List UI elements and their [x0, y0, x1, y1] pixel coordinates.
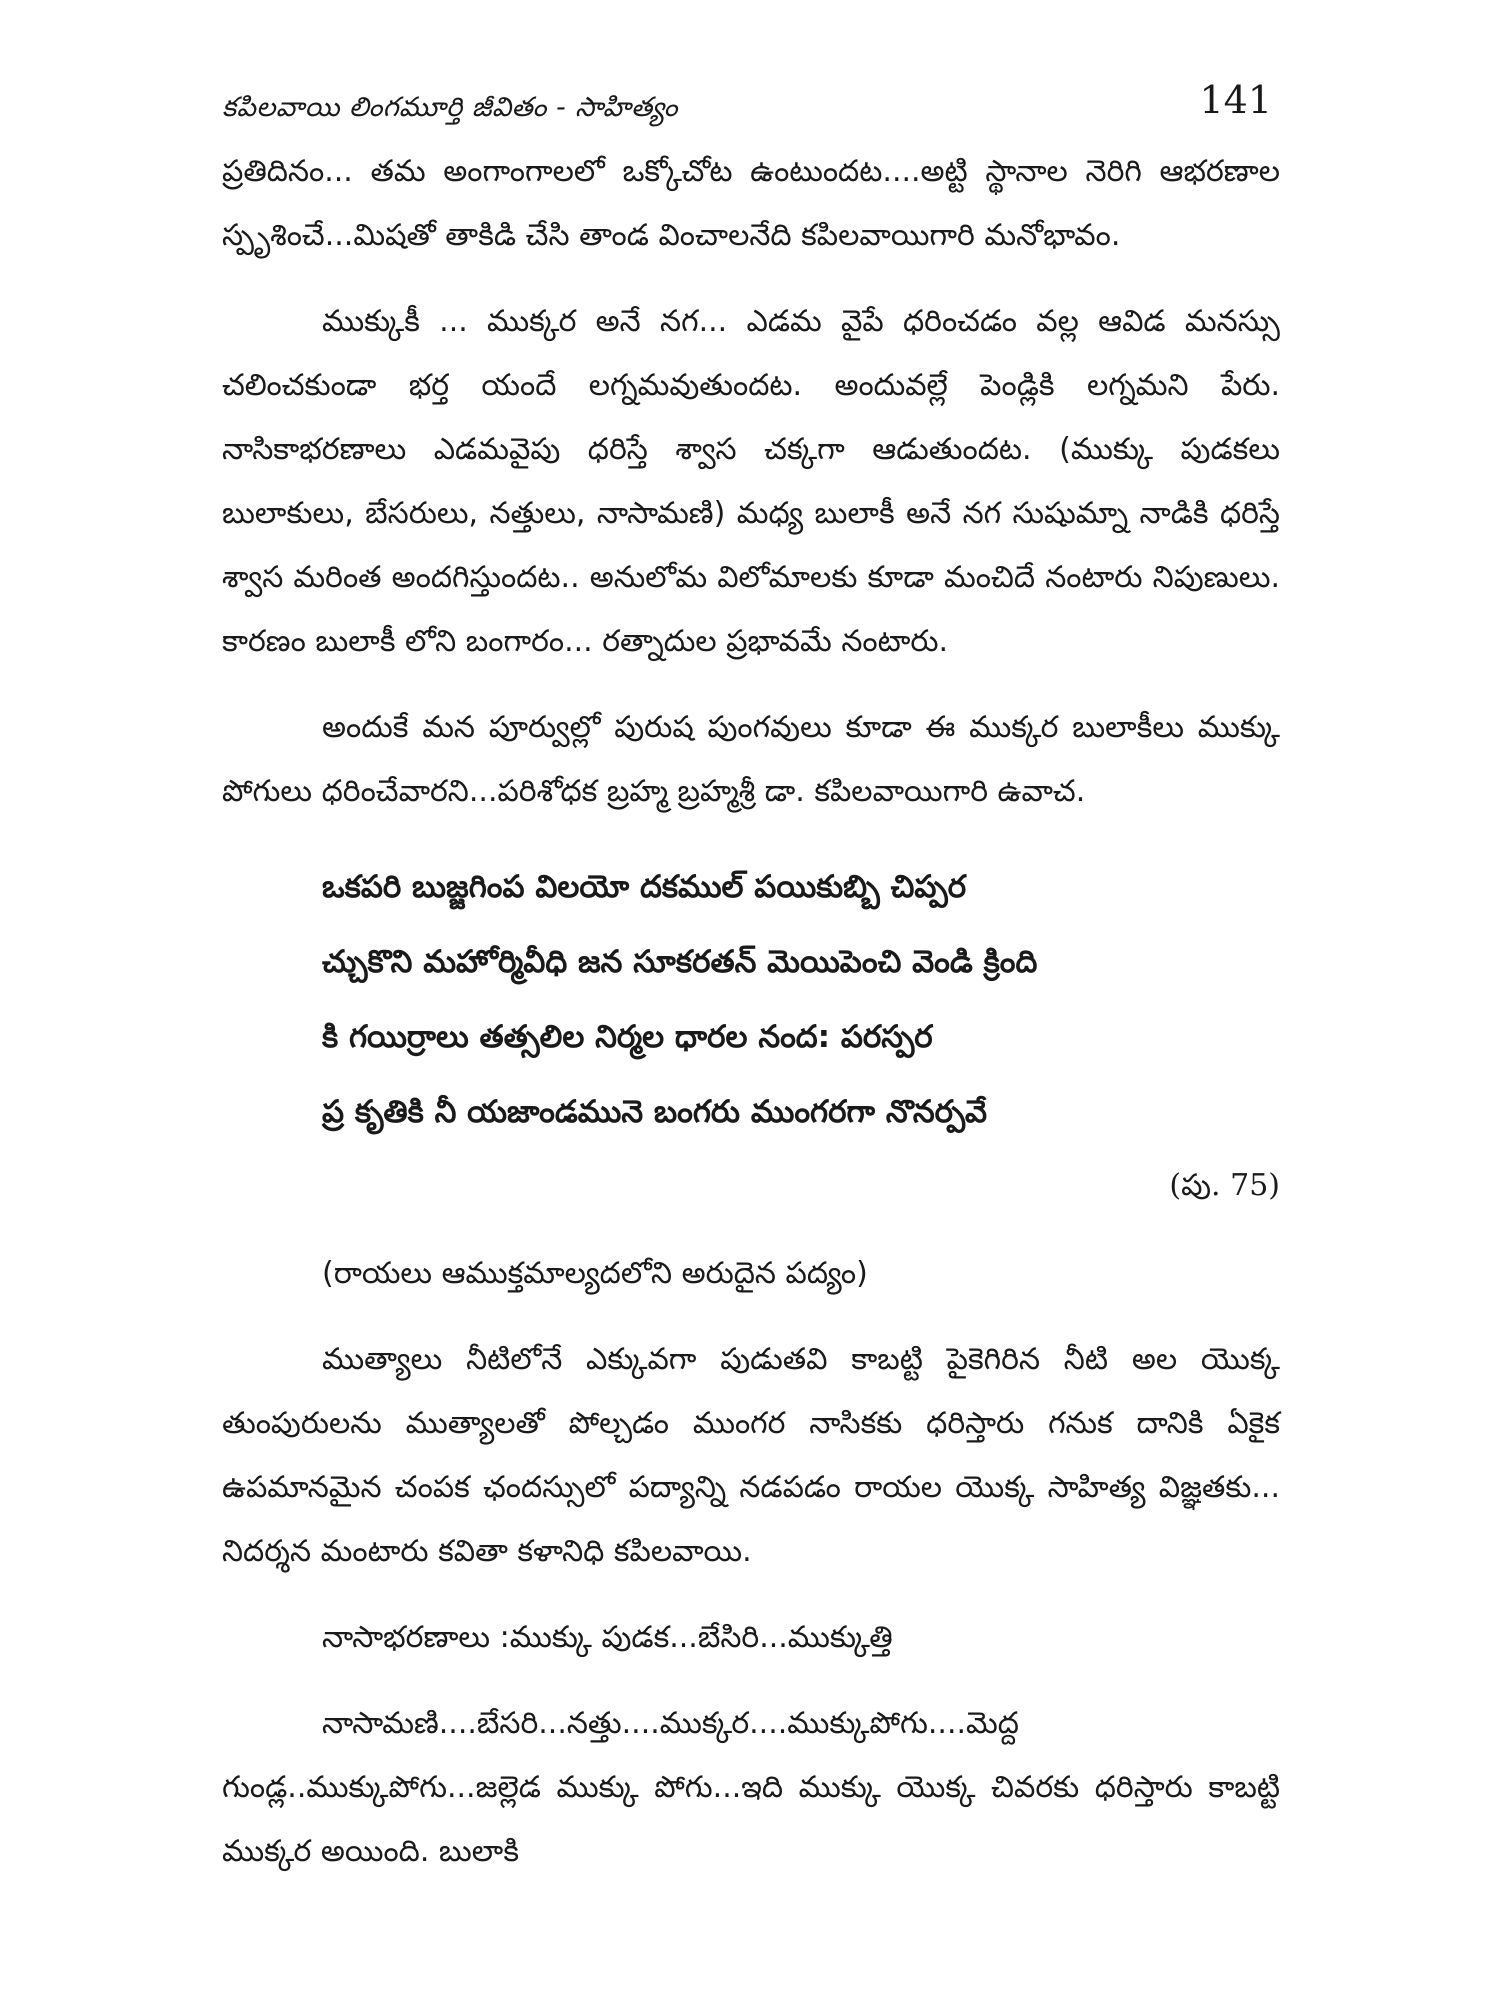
running-title: కపిలవాయి లింగమూర్తి జీవితం - సాహిత్యం — [222, 92, 678, 123]
verse-citation: (పు. 75) — [1169, 1168, 1280, 1203]
paragraph: ముత్యాలు నీటిలోనే ఎక్కువగా పుడుతవి కాబట్టి పైకెగిరిన నీటి అల యొక్క తుంపురులను ముత్యాలతో పోల్చడం ముంగర నాసికకు ధరిస్తారు గనుక దానికి ఏకైక ఉపమానమైన చంపక ఛందస్సులో పద్యాన్ని నడపడం రాయల యొక్క సాహిత్య విజ్ఞతకు... నిదర్శన మంటారు కవితా కళానిధి కపిలవాయి. — [222, 1342, 1280, 1569]
page-number: 141 — [1199, 78, 1272, 122]
verse-line: ఒకపరి బుజ్జగింప విలయో దకముల్ పయికుబ్బి చిప్పర — [322, 869, 967, 905]
paragraph: అందుకే మన పూర్వుల్లో పురుష పుంగవులు కూడా ఈ ముక్కర బులాకీలు ముక్కు పోగులు ధరించేవారని...పరిశోధక బ్రహ్మ బ్రహ్మశ్రీ డా. కపిలవాయిగారి ఉవాచ. — [222, 710, 1280, 809]
page-body — [222, 140, 1280, 1884]
paragraph: నాసామణి....బేసరి...నత్తు....ముక్కర....ముక్కుపోగు....మెద్ద గుండ్ల..ముక్కుపోగు...జల్లెడ ముక్కు పోగు...ఇది ముక్కు యొక్క చివరకు ధరిస్తారు కాబట్టి ముక్కర అయింది. బులాకి — [222, 1706, 1280, 1869]
verse-line: ప్ర కృతికి నీ యజాండమునె బంగరు ముంగరగా నొనర్పవే — [322, 1094, 988, 1130]
source-note: (రాయలు ఆముక్తమాల్యదలోని అరుదైన పద్యం) — [322, 1256, 868, 1291]
paragraph: ప్రతిదినం... తమ అంగాంగాలలో ఒక్కోచోట ఉంటుందట....అట్టి స్థానాల నెరిగి ఆభరణాల స్పృశించే...మిషతో తాకిడి చేసి తాండ వించాలనేది కపిలవాయిగారి మనోభావం. — [222, 154, 1280, 253]
verse-block — [322, 850, 1280, 1150]
verse-line: చ్చుకొని మహోర్మివీధి జన సూకరతన్ మెయిపెంచి వెండి క్రింది — [322, 944, 1038, 980]
verse-line: కి గయిర్రాలు తత్సలిల నిర్మల ధారల నంద: పరస్పర — [322, 1019, 933, 1055]
paragraph: ముక్కుకీ ... ముక్కర అనే నగ... ఎడమ వైపే ధరించడం వల్ల ఆవిడ మనస్సు చలించకుండా భర్త యందే లగ్నమవుతుందట. అందువల్లే పెండ్లికి లగ్నమని పేరు. నాసికాభరణాలు ఎడమవైపు ధరిస్తే శ్వాస చక్కగా ఆడుతుందట. (ముక్కు పుడకలు బులాకులు, బేసరులు, నత్తులు, నాసామణి) మధ్య బులాకీ అనే నగ సుషుమ్నా నాడికి ధరిస్తే శ్వాస మరింత అందగిస్తుందట.. అనులోమ విలోమాలకు కూడా మంచిదే నంటారు నిపుణులు. కారణం బులాకీ లోని బంగారం... రత్నాదుల ప్రభావమే నంటారు. — [222, 304, 1280, 659]
paragraph: నాసాభరణాలు :ముక్కు పుడక...బేసిరి...ముక్కుత్తి — [322, 1620, 893, 1655]
